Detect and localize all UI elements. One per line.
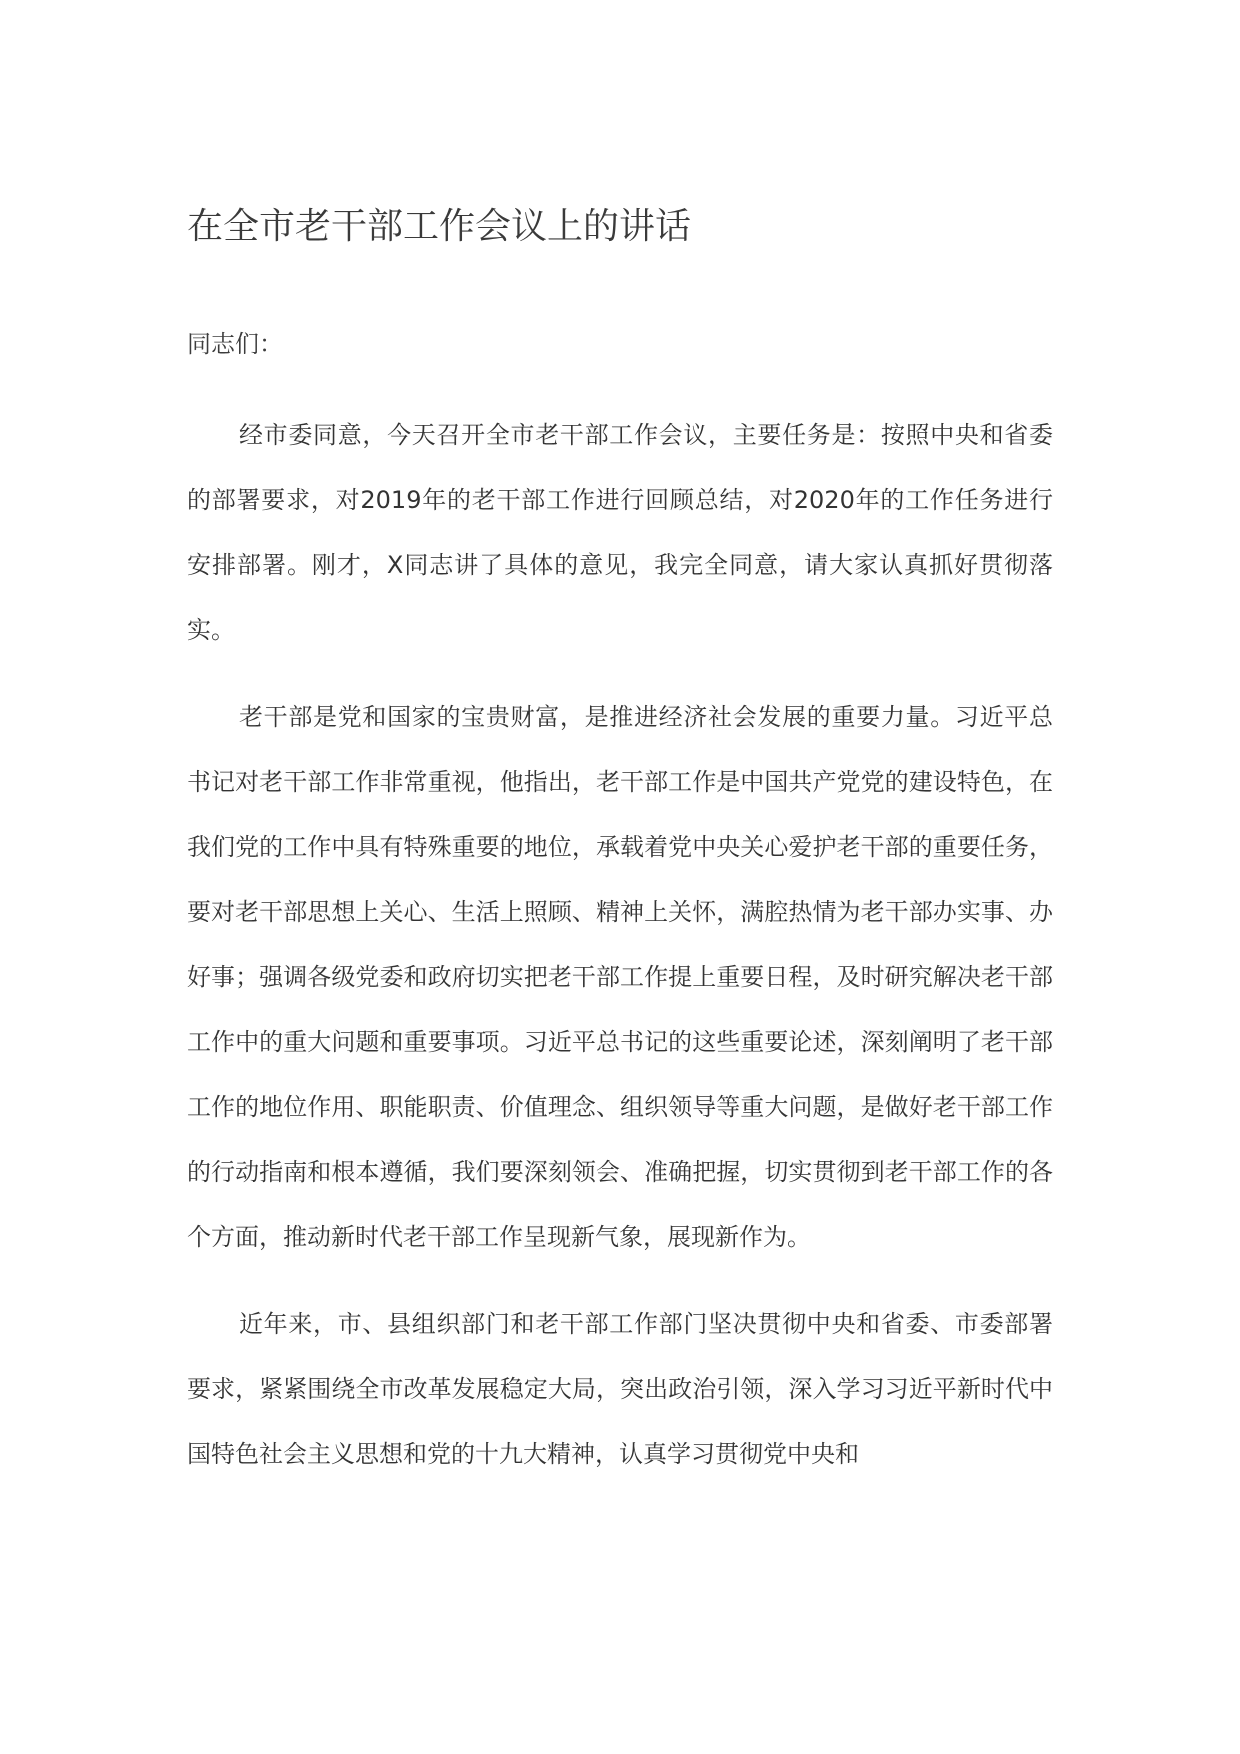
paragraph: 老干部是党和国家的宝贵财富，是推进经济社会发展的重要力量。习近平总书记对老干部工作非常重视，他指出，老干部工作是中国共产党党的建设特色，在我们党的工作中具有特殊重要的地位，承载着党中央关心爱护老干部的重要任务，要对老干部思想上关心、生活上照顾、精神上关怀，满腔热情为老干部办实事、办好事；强调各级党委和政府切实把老干部工作提上重要日程，及时研究解决老干部工作中的重大问题和重要事项。习近平总书记的这些重要论述，深刻阐明了老干部工作的地位作用、职能职责、价值理念、组织领导等重大问题，是做好老干部工作的行动指南和根本遵循，我们要深刻领会、准确把握，切实贯彻到老干部工作的各个方面，推动新时代老干部工作呈现新气象，展现新作为。	[187, 703, 1053, 1251]
paragraph: 经市委同意，今天召开全市老干部工作会议，主要任务是：按照中央和省委的部署要求，对2019年的老干部工作进行回顾总结，对2020年的工作任务进行安排部署。刚才，X同志讲了具体的意见，我完全同意，请大家认真抓好贯彻落实。	[187, 421, 1053, 644]
document-title: 在全市老干部工作会议上的讲话	[187, 206, 692, 247]
document-body	[187, 403, 1053, 1509]
salutation: 同志们：	[187, 330, 283, 358]
paragraph: 近年来，市、县组织部门和老干部工作部门坚决贯彻中央和省委、市委部署要求，紧紧围绕全市改革发展稳定大局，突出政治引领，深入学习习近平新时代中国特色社会主义思想和党的十九大精神，认真学习贯彻党中央和	[187, 1310, 1053, 1468]
